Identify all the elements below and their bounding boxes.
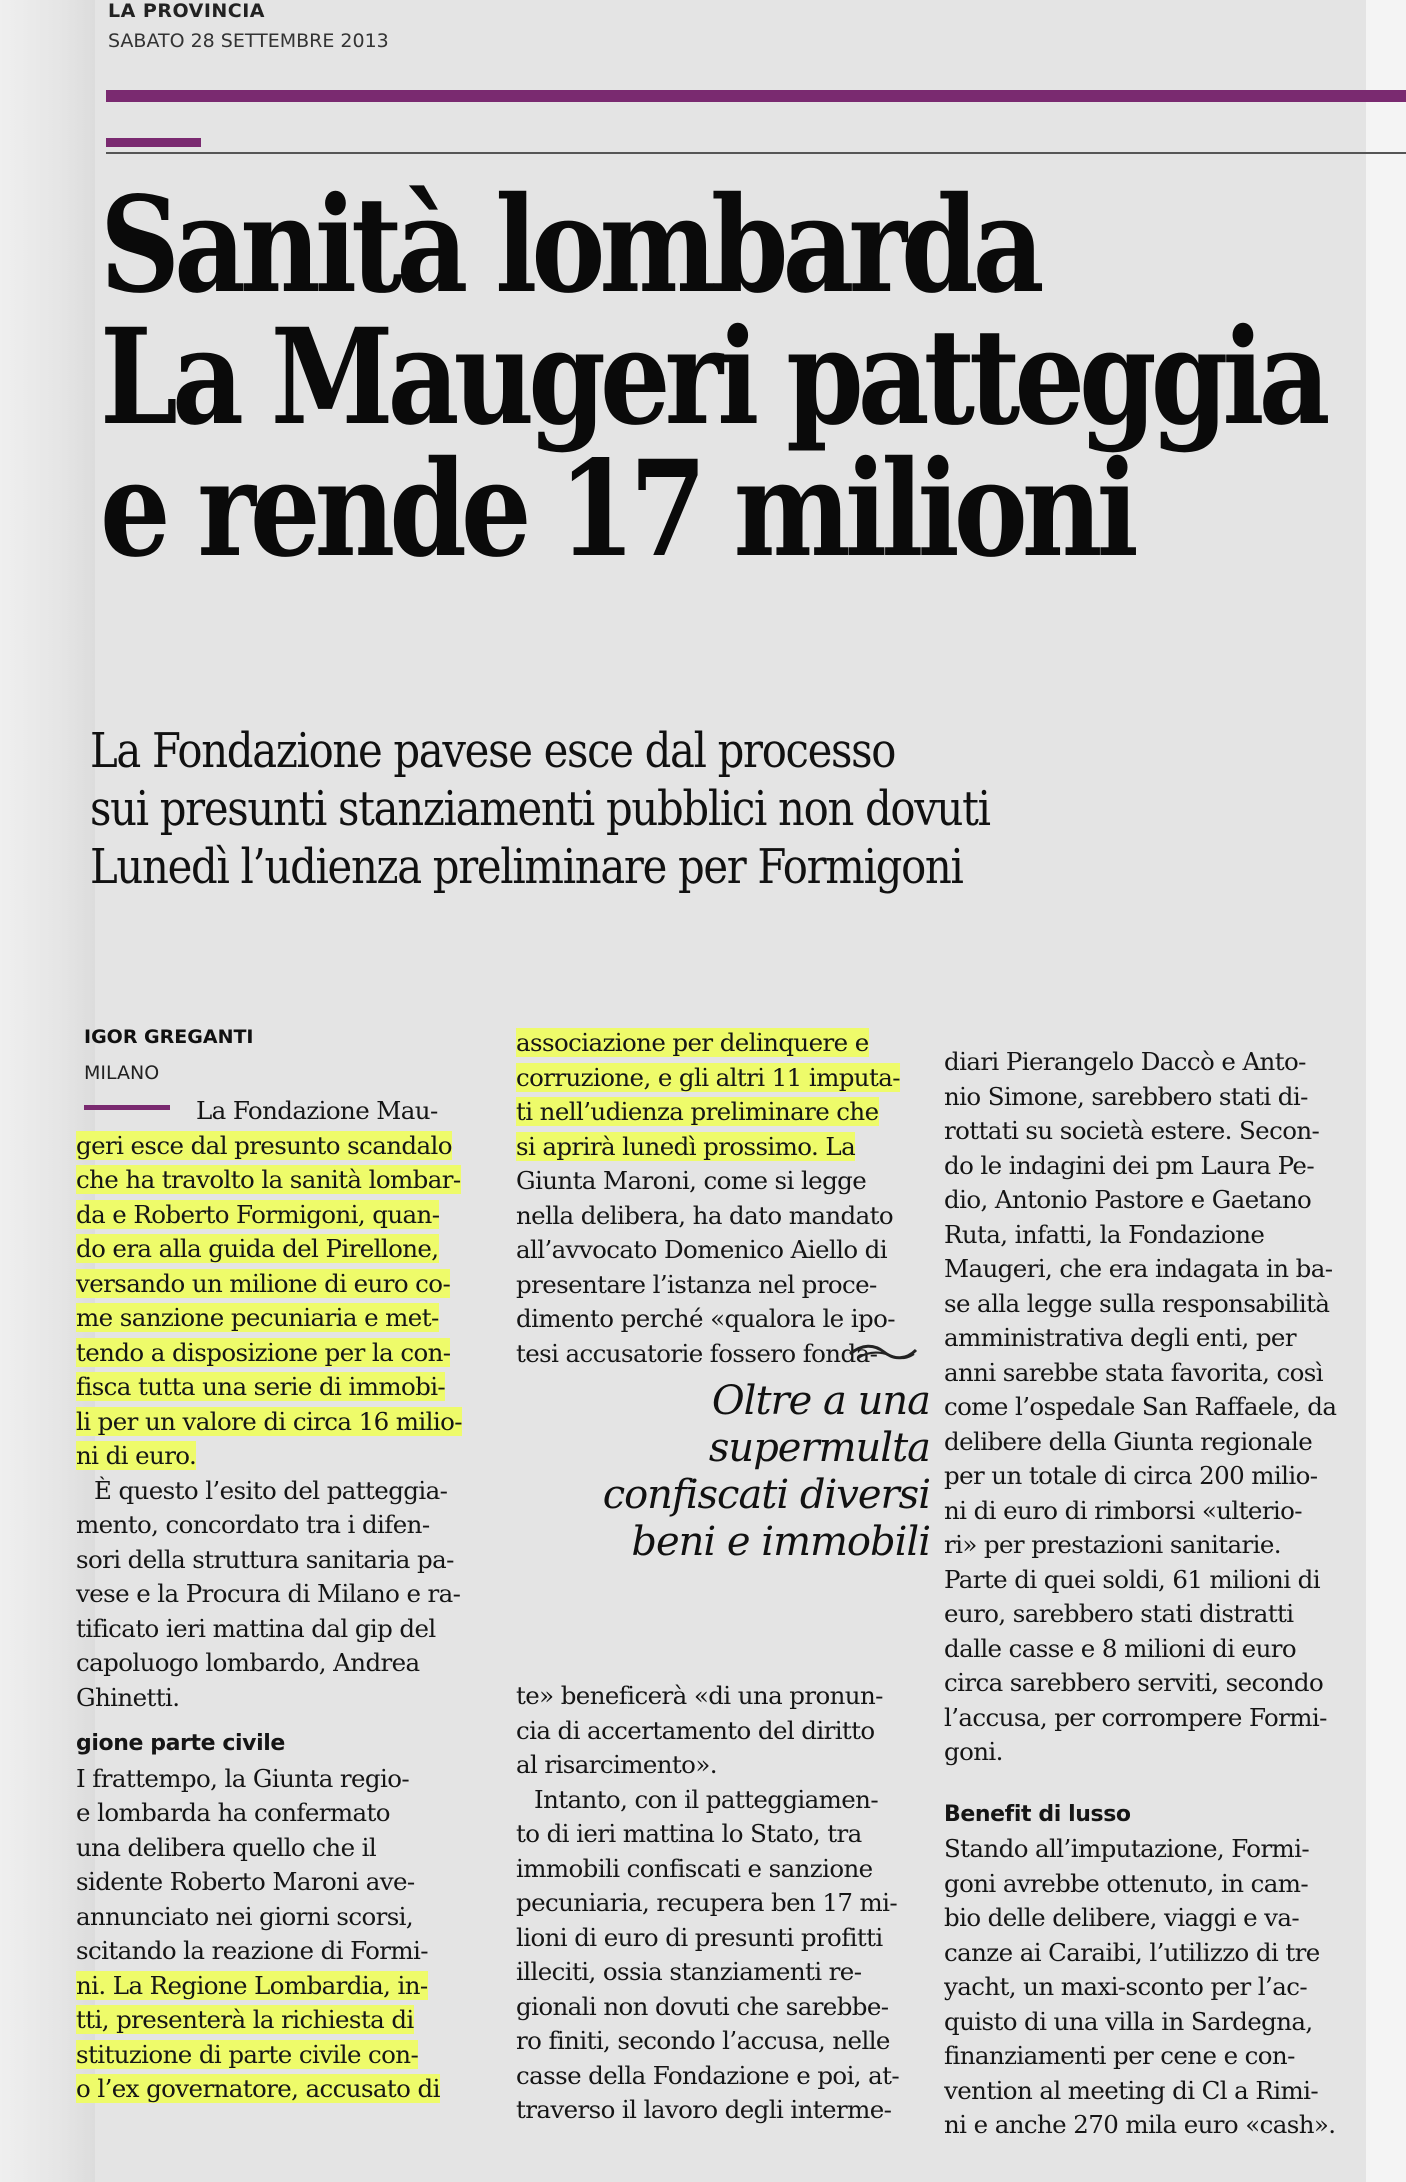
text-line: pecuniaria, recupera ben 17 mi- bbox=[516, 1888, 898, 1917]
text-line: capoluogo lombardo, Andrea bbox=[76, 1648, 420, 1677]
text-line: ni e anche 270 mila euro «cash». bbox=[944, 2110, 1336, 2139]
text-line: dio, Antonio Pastore e Gaetano bbox=[944, 1185, 1312, 1214]
text-line bbox=[76, 2003, 496, 2038]
pull-quote-line: confiscati diversi bbox=[602, 1472, 930, 1518]
text-line: immobili confiscati e sanzione bbox=[516, 1853, 873, 1883]
text-line bbox=[76, 2072, 496, 2107]
text-line: l’accusa, per corrompere Formi- bbox=[944, 1702, 1327, 1732]
text-line: Giunta Maroni, come si legge bbox=[516, 1166, 867, 1195]
headline-line: Sanità lombarda bbox=[100, 168, 1039, 323]
highlighted-text: corruzione, e gli altri 11 imputa- bbox=[516, 1062, 900, 1092]
text-line: dimento perché «qualora le ipo- bbox=[516, 1304, 895, 1333]
text-line: anni sarebbe stata favorita, così bbox=[944, 1357, 1324, 1387]
text-line: quisto di una villa in Sardegna, bbox=[944, 2006, 1313, 2036]
text-line bbox=[76, 1969, 496, 2004]
headline-line: La Maugeri patteggia bbox=[100, 300, 1325, 455]
text-line: ri» per prestazioni sanitarie. bbox=[944, 1530, 1281, 1559]
text-line: lioni di euro di presunti profitti bbox=[516, 1922, 883, 1952]
highlighted-text: geri esce dal presunto scandalo bbox=[76, 1130, 452, 1160]
text-span: La Fondazione Mau- bbox=[196, 1096, 438, 1125]
text-line bbox=[76, 1198, 496, 1233]
text-line: traverso il lavoro degli interme- bbox=[516, 2095, 892, 2124]
text-line: euro, sarebbero stati distratti bbox=[944, 1599, 1294, 1628]
text-line: e lombarda ha confermato bbox=[76, 1798, 390, 1827]
text-line: al risarcimento». bbox=[516, 1750, 717, 1779]
highlighted-text: ni di euro. bbox=[76, 1441, 197, 1470]
text-line: te» beneficerà «di una pronun- bbox=[516, 1681, 883, 1710]
text-line bbox=[516, 1095, 936, 1130]
text-line: tesi accusatorie fossero fonda- bbox=[516, 1338, 878, 1368]
highlighted-text: versando un milione di euro co- bbox=[76, 1268, 451, 1298]
text-line: I frattempo, la Giunta regio- bbox=[76, 1763, 410, 1793]
text-line: scitando la reazione di Formi- bbox=[76, 1936, 428, 1965]
text-line: È questo l’esito del patteggia- bbox=[94, 1475, 448, 1505]
text-line: diari Pierangelo Daccò e Anto- bbox=[944, 1047, 1306, 1076]
text-line: Intanto, con il patteggiamen- bbox=[534, 1784, 879, 1814]
pull-quote-line: supermulta bbox=[708, 1425, 930, 1471]
section-subheading: Benefit di lusso bbox=[944, 1801, 1131, 1827]
text-line: una delibera quello che il bbox=[76, 1832, 377, 1862]
dateline: MILANO bbox=[84, 1062, 160, 1084]
text-line: tificato ieri mattina dal gip del bbox=[76, 1613, 436, 1643]
text-line: annunciato nei giorni scorsi, bbox=[76, 1901, 414, 1931]
text-line: goni avrebbe ottenuto, in cam- bbox=[944, 1868, 1309, 1898]
text-line: Maugeri, che era indagata in ba- bbox=[944, 1254, 1333, 1283]
text-line bbox=[76, 1267, 496, 1302]
text-line bbox=[516, 1061, 936, 1096]
article-column-2 bbox=[516, 1026, 936, 2128]
highlighted-text: ti nell’udienza preliminare che bbox=[516, 1097, 879, 1126]
highlighted-text: fisca tutta una serie di immobi- bbox=[76, 1372, 446, 1401]
text-line bbox=[76, 1370, 496, 1405]
text-line: dalle casse e 8 milioni di euro bbox=[944, 1633, 1297, 1663]
text-line: amministrativa degli enti, per bbox=[944, 1323, 1296, 1352]
text-line: finanziamenti per cene e con- bbox=[944, 2041, 1295, 2070]
text-line: nio Simone, sarebbero stati di- bbox=[944, 1081, 1308, 1111]
text-line: nella delibera, ha dato mandato bbox=[516, 1200, 894, 1230]
pull-quote bbox=[560, 1378, 930, 1566]
text-line: yacht, un maxi-sconto per l’ac- bbox=[944, 1972, 1308, 2001]
text-line: all’avvocato Domenico Aiello di bbox=[516, 1235, 887, 1264]
text-line bbox=[76, 1129, 496, 1164]
text-line: se alla legge sulla responsabilità bbox=[944, 1288, 1330, 1318]
highlighted-text: ni. La Regione Lombardia, in- bbox=[76, 1970, 428, 2000]
section-marker bbox=[106, 138, 201, 147]
text-line: sori della struttura sanitaria pa- bbox=[76, 1544, 454, 1574]
highlighted-text: stituzione di parte civile con- bbox=[76, 2039, 419, 2069]
text-line: casse della Fondazione e poi, at- bbox=[516, 2060, 900, 2090]
highlighted-text: me sanzione pecuniaria e met- bbox=[76, 1303, 439, 1332]
text-line bbox=[516, 1130, 936, 1165]
highlighted-text: da e Roberto Formigoni, quan- bbox=[76, 1199, 440, 1229]
text-line: presentare l’istanza nel proce- bbox=[516, 1269, 877, 1299]
text-line: gionali non dovuti che sarebbe- bbox=[516, 1991, 889, 2021]
text-line: Stando all’imputazione, Formi- bbox=[944, 1834, 1310, 1863]
text-line: Parte di quei soldi, 61 milioni di bbox=[944, 1564, 1320, 1594]
subheadline-line: La Fondazione pavese esce dal processo bbox=[90, 723, 896, 779]
text-line: vese e la Procura di Milano e ra- bbox=[76, 1579, 461, 1608]
text-line: mento, concordato tra i difen- bbox=[76, 1510, 430, 1539]
text-line bbox=[516, 1026, 936, 1061]
text-line bbox=[76, 2038, 496, 2073]
article-column-1 bbox=[76, 1094, 496, 2107]
highlighted-text: tendo a disposizione per la con- bbox=[76, 1337, 451, 1367]
article-column-3 bbox=[944, 1045, 1376, 2143]
text-line: vention al meeting di Cl a Rimi- bbox=[944, 2075, 1319, 2105]
pull-quote-line: Oltre a una bbox=[711, 1378, 930, 1424]
subheadline-line: Lunedì l’udienza preliminare per Formigoni bbox=[90, 839, 963, 895]
headline bbox=[100, 168, 1325, 587]
text-line bbox=[76, 1405, 496, 1440]
text-line bbox=[76, 1163, 496, 1198]
text-line: to di ieri mattina lo Stato, tra bbox=[516, 1819, 862, 1848]
text-line: come l’ospedale San Raffaele, da bbox=[944, 1392, 1337, 1421]
text-line: cia di accertamento del diritto bbox=[516, 1715, 875, 1745]
subheadline-line: sui presunti stanziamenti pubblici non dovuti bbox=[90, 781, 990, 837]
section-subheading: gione parte civile bbox=[76, 1731, 285, 1756]
ornament-icon bbox=[848, 1340, 918, 1364]
publication-date: SABATO 28 SETTEMBRE 2013 bbox=[108, 30, 389, 52]
highlighted-text: si aprirà lunedì prossimo. La bbox=[516, 1131, 856, 1161]
highlighted-text: che ha travolto la sanità lombar- bbox=[76, 1165, 461, 1194]
text-line: delibere della Giunta regionale bbox=[944, 1426, 1313, 1456]
text-line bbox=[76, 1336, 496, 1371]
text-line: per un totale di circa 200 milio- bbox=[944, 1461, 1318, 1490]
text-line bbox=[76, 1301, 496, 1336]
highlighted-text: tti, presenterà la richiesta di bbox=[76, 2005, 414, 2034]
text-line: goni. bbox=[944, 1737, 1003, 1766]
headline-line: e rende 17 milioni bbox=[100, 432, 1133, 587]
text-line: circa sarebbero serviti, secondo bbox=[944, 1668, 1324, 1697]
pull-quote-line: beni e immobili bbox=[631, 1519, 930, 1565]
text-line bbox=[76, 1232, 496, 1267]
text-line bbox=[76, 1094, 496, 1129]
text-line: ni di euro di rimborsi «ulterio- bbox=[944, 1495, 1302, 1525]
subheadline bbox=[90, 722, 1047, 896]
highlighted-text: do era alla guida del Pirellone, bbox=[76, 1234, 439, 1263]
text-line: do le indagini dei pm Laura Pe- bbox=[944, 1150, 1315, 1180]
highlighted-text: associazione per delinquere e bbox=[516, 1028, 869, 1057]
text-line: Ruta, infatti, la Fondazione bbox=[944, 1219, 1265, 1249]
text-line: canze ai Caraibi, l’utilizzo di tre bbox=[944, 1937, 1320, 1967]
highlighted-text: o l’ex governatore, accusato di bbox=[76, 2074, 440, 2103]
text-line: sidente Roberto Maroni ave- bbox=[76, 1867, 415, 1896]
text-line: ro finiti, secondo l’accusa, nelle bbox=[516, 2026, 890, 2055]
text-line: bio delle delibere, viaggi e va- bbox=[944, 1903, 1300, 1932]
text-line: illeciti, ossia stanziamenti re- bbox=[516, 1957, 862, 1986]
header-rule bbox=[106, 90, 1406, 102]
text-line: rottati su società estere. Secon- bbox=[944, 1116, 1320, 1145]
author-byline: IGOR GREGANTI bbox=[84, 1026, 254, 1048]
masthead: LA PROVINCIA bbox=[108, 0, 266, 22]
highlighted-text: li per un valore di circa 16 milio- bbox=[76, 1406, 462, 1436]
text-line bbox=[76, 1439, 496, 1474]
header-thin-rule bbox=[106, 152, 1406, 154]
text-line: Ghinetti. bbox=[76, 1682, 180, 1712]
